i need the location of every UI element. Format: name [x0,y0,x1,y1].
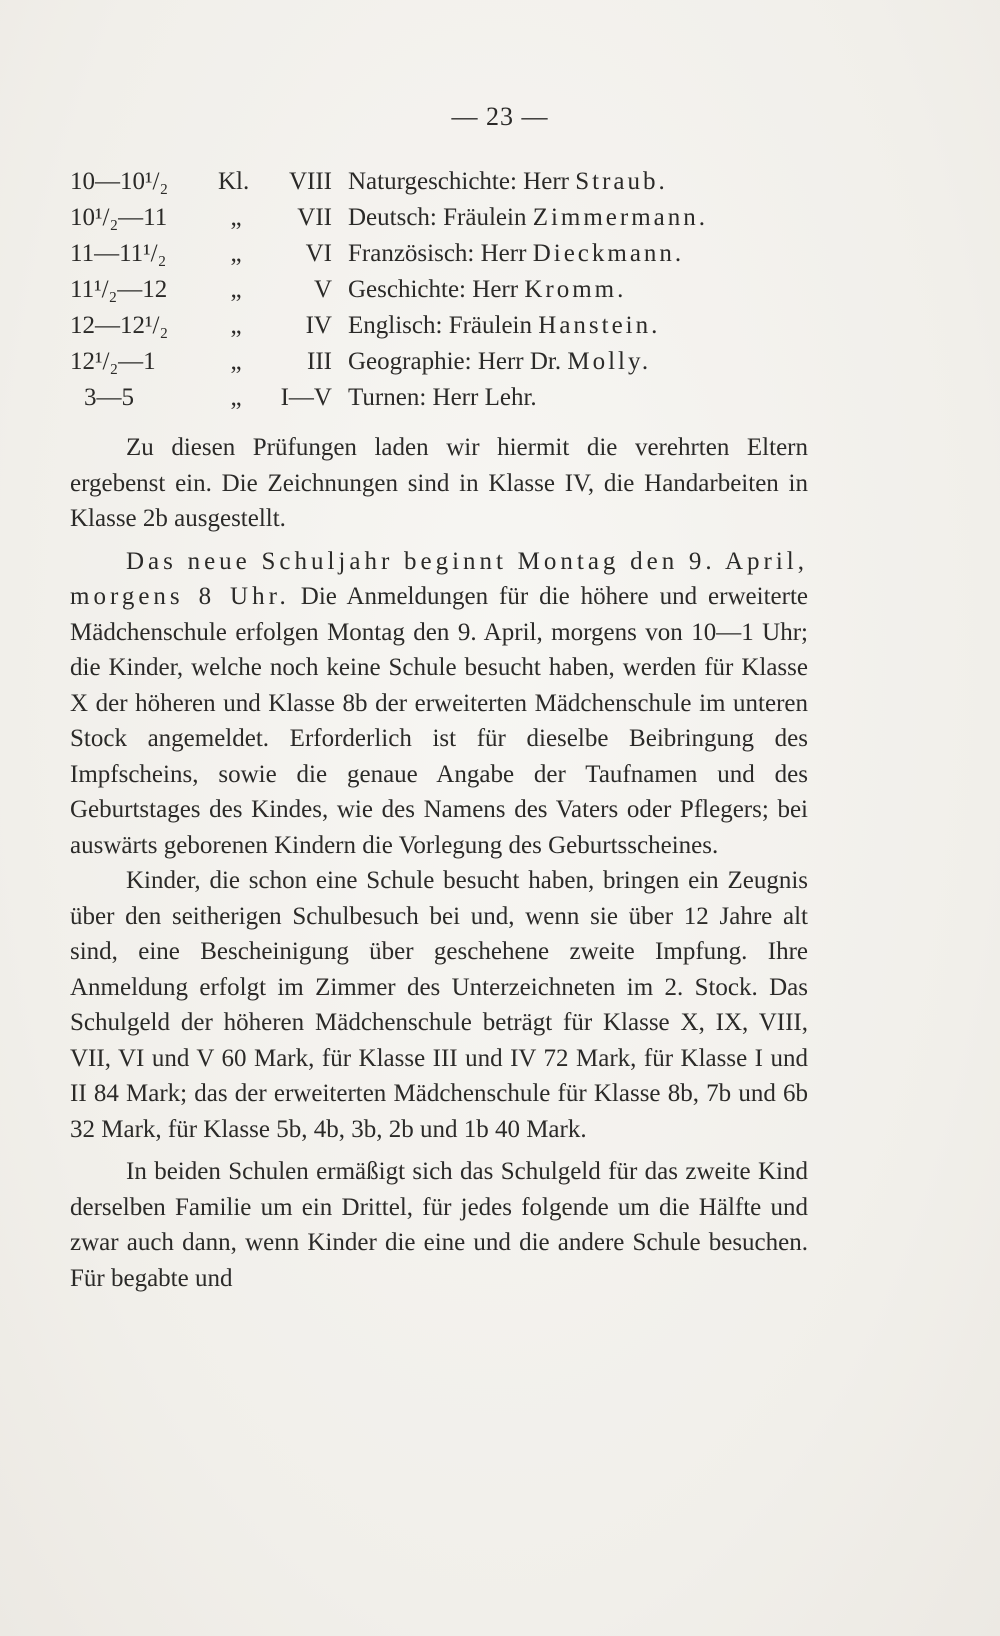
schedule-kl: „ [230,240,242,267]
schedule-teacher: Molly. [567,348,652,375]
schedule-teacher: Dieckmann. [532,240,685,267]
schedule-teacher: Zimmermann. [532,204,709,231]
schedule-class: VIII [288,168,332,195]
schedule-teacher-title: Herr [480,240,527,267]
schedule-kl: „ [230,348,242,375]
schedule-teacher-title: Fräulein [443,204,527,231]
schedule-row [0,272,1000,308]
schedule-subject: Naturgeschichte: [348,168,517,195]
schedule-time: 10—10¹/₂ [70,168,169,195]
schedule-time: 10¹/₂—11 [70,204,168,231]
schedule-subject-line [348,380,537,416]
schedule-kl: „ [230,312,242,339]
schedule-teacher: Kromm. [524,276,627,303]
schedule-teacher-title: Herr [523,168,569,195]
schedule-class: I—V [280,384,332,411]
page-number: — 23 — [451,102,549,131]
schedule-time: 3—5 [84,384,134,411]
schedule-subject-line [348,272,626,308]
schedule-row [0,308,1000,344]
paragraph-transfer-students: Kinder, die schon eine Schule besucht haben, bringen ein Zeugnis über den seitherigen Schulbesuch bei und, wenn sie über 12 Jahre alt sind, eine Bescheinigung über geschehene zweite Impfung. Ihre Anmeldung erfolgt im Zimmer des Unterzeichneten im 2. Stock. Das Schulgeld der höheren Mädchenschule beträgt für Klasse X, IX, VIII, VII, VI und V 60 Mark, für Klasse III und IV 72 Mark, für Klasse I und II 84 Mark; das der erweiterten Mädchenschule für Klasse 8b, 7b und 6b 32 Mark, für Klasse 5b, 4b, 3b, 2b und 1b 40 Mark. [70,867,808,1143]
schedule-subject: Deutsch: [348,204,437,231]
schedule-subject-line [348,236,684,272]
paragraph-new-school-year [70,544,808,864]
schedule-time: 12¹/₂—1 [70,348,156,375]
schedule-subject: Englisch: [348,312,443,339]
registration-details: Die Anmeldungen für die höhere und erweiterte Mädchenschule erfolgen Montag den 9. April, morgens von 10—1 Uhr; die Kinder, welche noch keine Schule besucht haben, werden für Klasse X der höheren und Klasse 8b der erweiterten Mädchenschule im unteren Stock angemeldet. Erforderlich ist für dieselbe Beibringung des Impfscheins, sowie die genaue Angabe der Taufnamen und des Geburtstages des Kindes, wie des Namens des Vaters oder Pflegers; bei auswärts geborenen Kindern die Vorlegung des Geburtsscheines. [70,583,808,859]
body-text [70,430,808,1296]
schedule-class: IV [305,312,332,339]
schedule-teacher-title: Fräulein [448,312,533,339]
schedule-kl: „ [230,276,242,303]
schedule-time: 12—12¹/₂ [70,312,169,339]
schedule-row [0,164,1000,200]
schedule-teacher-title: Herr [472,276,519,303]
schedule-kl: „ [230,384,242,411]
schedule-teacher: Straub. [575,168,668,195]
schedule-teacher-title: Herr Dr. [477,348,562,375]
schedule-subject-line [348,308,660,344]
schedule-row [0,380,1000,416]
schedule-class: VII [297,204,332,231]
schedule-class: VI [305,240,332,267]
schedule-subject: Geschichte: [348,276,467,303]
schedule-subject: Turnen: [348,384,427,411]
schedule-time: 11¹/₂—12 [70,276,168,303]
schedule-subject: Geographie: [348,348,472,375]
schedule-time: 11—11¹/₂ [70,240,167,267]
schedule-subject: Französisch: [348,240,475,267]
schedule-teacher: Hanstein. [538,312,661,339]
schedule-subject-line [348,200,708,236]
paragraph-fee-reduction: In beiden Schulen ermäßigt sich das Schulgeld für das zweite Kind derselben Familie um ein Drittel, für jedes folgende um die Hälfte und zwar auch dann, wenn Kinder die eine und die andere Schule besuchen. Für begabte und [70,1158,808,1292]
schedule-kl: „ [230,204,242,231]
emphasized-start-date: Das neue Schuljahr beginnt Montag den 9. April, morgens 8 Uhr. [70,547,808,610]
schedule-class: V [313,276,332,303]
schedule-row [0,344,1000,380]
schedule-row [0,236,1000,272]
schedule-subject-line [348,164,668,200]
paragraph-invitation: Zu diesen Prüfungen laden wir hiermit die verehrten Eltern ergebenst ein. Die Zeichnungen sind in Klasse IV, die Handarbeiten in Klasse 2b ausgestellt. [70,434,808,532]
schedule-class: III [307,348,332,375]
schedule-teacher: Lehr. [484,384,537,411]
schedule-kl: Kl. [218,168,250,195]
schedule-subject-line [348,344,651,380]
schedule-teacher-title: Herr [432,384,479,411]
schedule-row [0,200,1000,236]
